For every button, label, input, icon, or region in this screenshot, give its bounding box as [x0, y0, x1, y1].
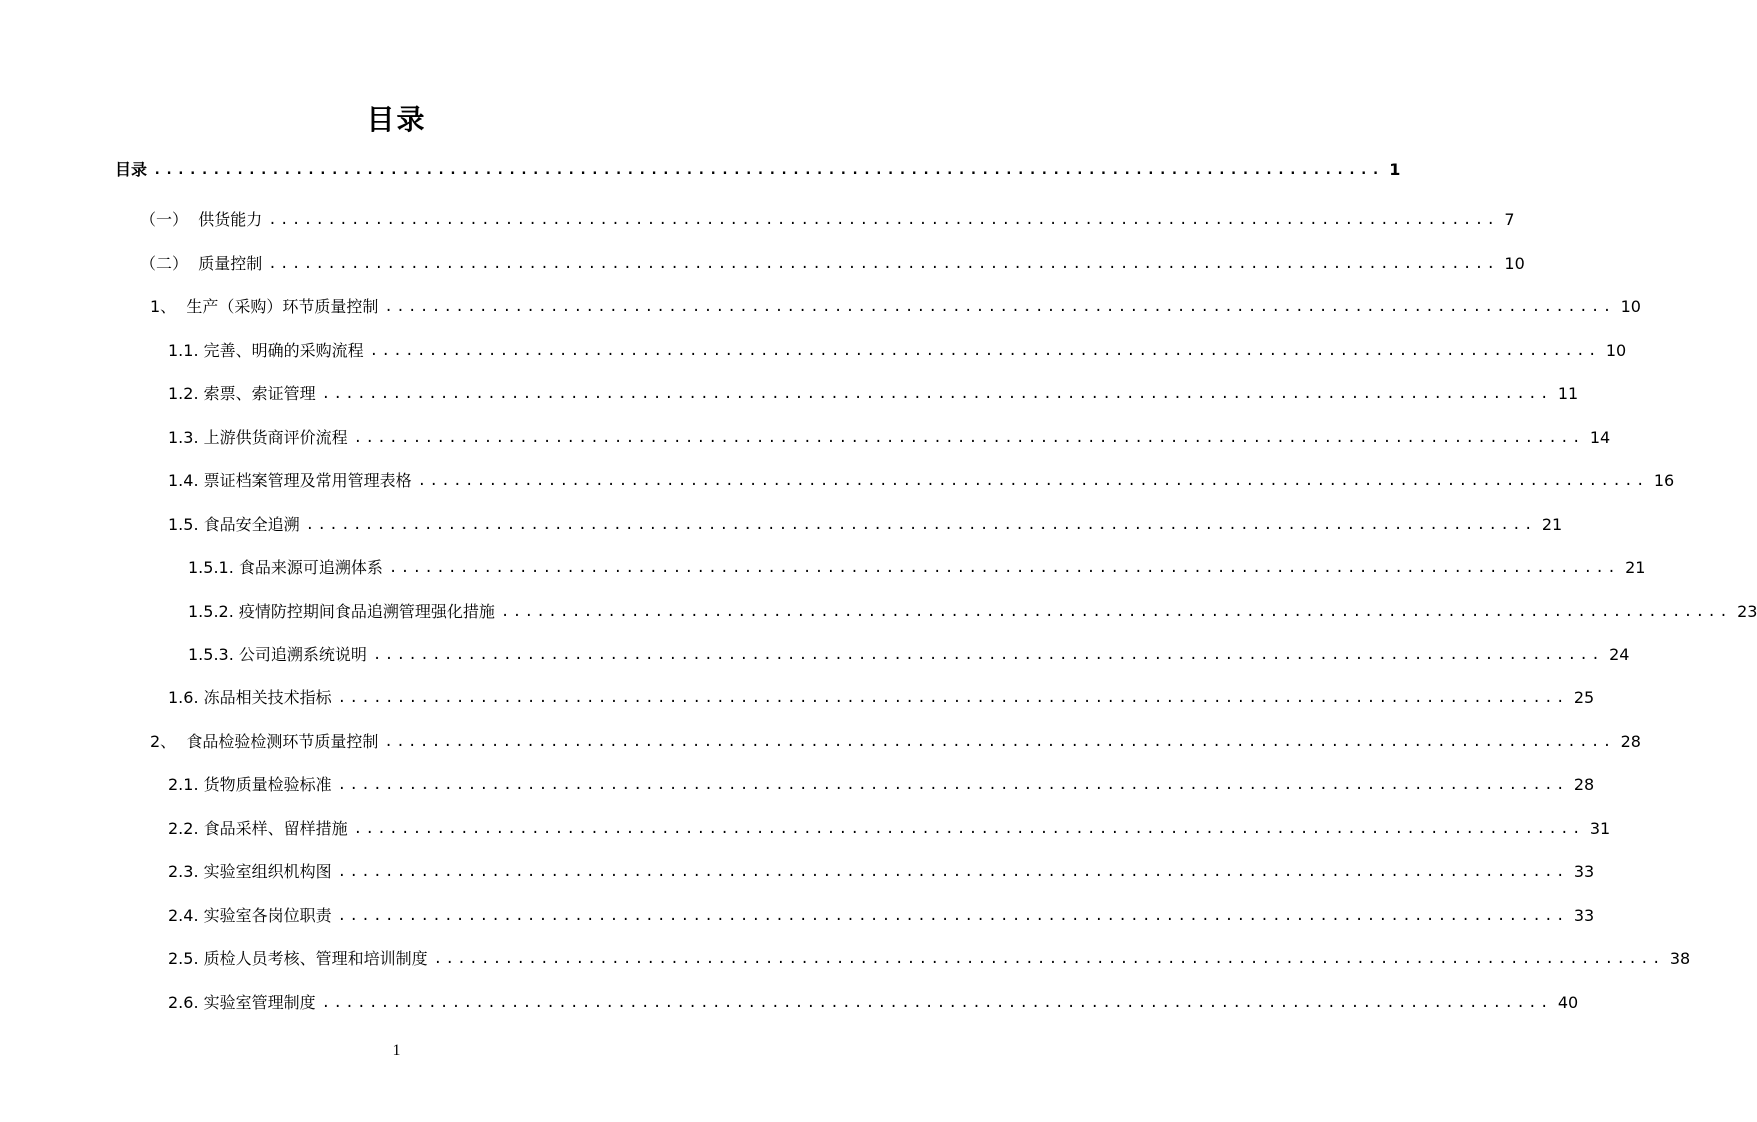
toc-entry-label: 食品采样、留样措施 — [203, 819, 348, 838]
toc-entry-number: 2.6. — [168, 993, 204, 1012]
toc-entry[interactable] — [188, 556, 1646, 580]
toc-entry-number: 1、 — [150, 297, 187, 316]
toc-leader-dots: ........................................................................................................ — [268, 212, 1499, 228]
toc-entry-page: 33 — [1573, 906, 1595, 925]
toc-entry-label: 疫情防控期间食品追溯管理强化措施 — [238, 602, 495, 621]
toc-entry-page: 38 — [1669, 949, 1691, 968]
toc-entry-label: 食品来源可追溯体系 — [238, 558, 383, 577]
toc-entry-label: 供货能力 — [198, 210, 263, 229]
toc-entry-number: 2.2. — [168, 819, 204, 838]
toc-entry-number: 1.5. — [168, 515, 204, 534]
toc-leader-dots: ........................................................................................................ — [353, 430, 1584, 446]
toc-entry-page: 7 — [1504, 210, 1515, 229]
toc-entry[interactable] — [150, 730, 1641, 754]
toc-entry-label: 食品安全追溯 — [203, 515, 300, 534]
toc-entry-page: 25 — [1573, 688, 1595, 707]
toc-entry-number: （二） — [140, 254, 199, 273]
toc-entry-number: 2、 — [150, 732, 187, 751]
toc-leader-dots: ........................................................................................................ — [417, 473, 1648, 489]
toc-leader-dots: ........................................................................................................ — [337, 777, 1568, 793]
toc-entry-number: 1.5.2. — [188, 602, 239, 621]
toc-entry-label: 货物质量检验标准 — [203, 775, 332, 794]
toc-entry-label: 实验室管理制度 — [203, 993, 316, 1012]
toc-entry-page: 28 — [1620, 732, 1641, 751]
toc-leader-dots: ........................................................................................................ — [353, 821, 1584, 837]
toc-leader-dots: ........................................................................................................ — [337, 690, 1568, 706]
toc-entry[interactable] — [188, 643, 1630, 667]
toc-entry-page: 21 — [1541, 515, 1563, 534]
toc-entry[interactable] — [168, 686, 1595, 710]
toc-entry-number: 2.3. — [168, 862, 204, 881]
toc-entry-page: 24 — [1609, 645, 1630, 664]
toc-entry-number: 2.5. — [168, 949, 204, 968]
toc-entry-page: 28 — [1573, 775, 1595, 794]
toc-entry-number: 1.6. — [168, 688, 204, 707]
toc-entry-label: 上游供货商评价流程 — [203, 428, 348, 447]
toc-entry-label: 票证档案管理及常用管理表格 — [203, 471, 412, 490]
toc-leader-dots: ........................................................................................................ — [305, 517, 1536, 533]
toc-entry-label: 目录 — [115, 160, 148, 179]
toc-leader-dots: ........................................................................................................ — [321, 995, 1552, 1011]
toc-entry-label: 实验室各岗位职责 — [203, 906, 332, 925]
toc-entry-number: 1.5.3. — [188, 645, 239, 664]
toc-entry-page: 10 — [1620, 297, 1641, 316]
toc-entry-page: 16 — [1653, 471, 1675, 490]
toc-entry[interactable] — [168, 773, 1595, 797]
toc-entry[interactable] — [168, 904, 1595, 928]
toc-entry-number: 1.5.1. — [188, 558, 239, 577]
toc-entry[interactable] — [168, 382, 1579, 406]
toc-entry-page: 10 — [1605, 341, 1627, 360]
toc-entry-page: 40 — [1557, 993, 1579, 1012]
toc-entry-label: 生产（采购）环节质量控制 — [186, 297, 379, 316]
toc-entry-number: 1.1. — [168, 341, 204, 360]
toc-leader-dots: ........................................................................................................ — [500, 604, 1732, 620]
toc-entry-number: 1.3. — [168, 428, 204, 447]
toc-leader-dots: ........................................................................................................ — [384, 299, 1615, 315]
toc-leader-dots: ........................................................................................................ — [337, 908, 1568, 924]
toc-entry[interactable] — [168, 469, 1675, 493]
toc-entry-label: 公司追溯系统说明 — [238, 645, 367, 664]
toc-entry[interactable] — [168, 339, 1627, 363]
toc-entry-page: 21 — [1625, 558, 1646, 577]
toc-entry-number: 1.2. — [168, 384, 204, 403]
toc-entry-number: 2.1. — [168, 775, 204, 794]
toc-leader-dots: ........................................................................................................ — [433, 951, 1664, 967]
toc-entry-number: 1.4. — [168, 471, 204, 490]
toc-entry[interactable] — [168, 947, 1691, 971]
toc-entry-number: （一） — [140, 210, 199, 229]
toc-entry-number: 2.4. — [168, 906, 204, 925]
toc-leader-dots: ........................................................................................................ — [153, 162, 1384, 178]
toc-entry-page: 14 — [1589, 428, 1611, 447]
toc-entry[interactable] — [140, 252, 1525, 276]
toc-entry[interactable] — [168, 991, 1579, 1015]
toc-entry-page: 10 — [1504, 254, 1525, 273]
toc-entry-page: 31 — [1589, 819, 1611, 838]
toc-entry-label: 质量控制 — [198, 254, 263, 273]
page-number: 1 — [392, 1042, 401, 1059]
toc-entry-label: 索票、索证管理 — [203, 384, 316, 403]
toc-entry[interactable] — [168, 860, 1595, 884]
toc-leader-dots: ........................................................................................................ — [337, 864, 1568, 880]
toc-entry-label: 完善、明确的采购流程 — [203, 341, 364, 360]
toc-entry-label: 质检人员考核、管理和培训制度 — [203, 949, 428, 968]
toc-leader-dots: ........................................................................................................ — [268, 256, 1499, 272]
toc-entry[interactable] — [188, 600, 1757, 624]
page-title: 目录 — [366, 103, 427, 136]
toc-leader-dots: ........................................................................................................ — [384, 734, 1615, 750]
toc-entry-page: 1 — [1389, 160, 1401, 179]
toc-entry[interactable] — [115, 158, 1401, 182]
toc-leader-dots: ........................................................................................................ — [321, 386, 1552, 402]
toc-entry-label: 实验室组织机构图 — [203, 862, 332, 881]
toc-entry-label: 食品检验检测环节质量控制 — [186, 732, 379, 751]
toc-entry-page: 33 — [1573, 862, 1595, 881]
toc-entry[interactable] — [168, 513, 1563, 537]
toc-entry[interactable] — [168, 817, 1611, 841]
toc-leader-dots: ........................................................................................................ — [388, 560, 1620, 576]
toc-entry-page: 23 — [1737, 602, 1757, 621]
toc-entry-page: 11 — [1557, 384, 1579, 403]
toc-leader-dots: ........................................................................................................ — [372, 647, 1604, 663]
toc-entry[interactable] — [140, 208, 1515, 232]
toc-entry[interactable] — [150, 295, 1641, 319]
toc-entry[interactable] — [168, 426, 1611, 450]
toc-leader-dots: ........................................................................................................ — [369, 343, 1600, 359]
toc-entry-label: 冻品相关技术指标 — [203, 688, 332, 707]
